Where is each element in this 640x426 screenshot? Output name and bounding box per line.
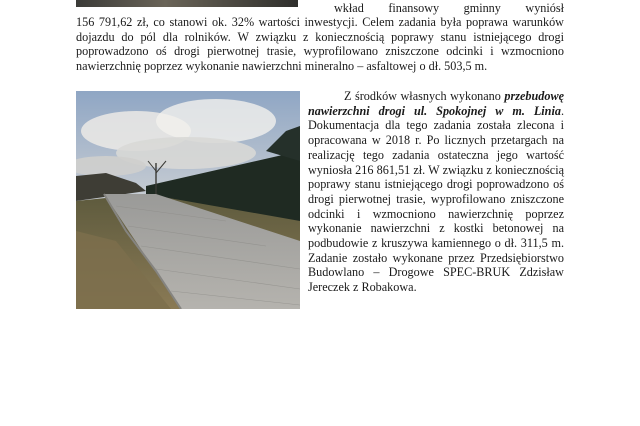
previous-photo-bottom-edge	[76, 0, 298, 7]
road-photo	[76, 91, 300, 309]
section-intro: Z środków własnych wykonano	[344, 89, 501, 103]
previous-section-last-line: nawierzchnię poprzez wykonanie nawierzchni mineralno – asfaltowej o dł. 503,5 m.	[76, 58, 488, 73]
previous-section-text: 156 791,62 zł, co stanowi ok. 32% wartości inwestycji. Celem zadania była poprawa warunków dojazdu do pól dla rolników. W związku z koniecznością poprawy stanu istniejącego drogi poprowadzono oś drogi pierwotnej trasie, wyprofilowano zniszczone odcinki i wzmocniono	[76, 15, 564, 59]
previous-section-paragraph	[76, 15, 564, 73]
funding-line: wkład finansowy gminny wyniósł	[334, 1, 564, 15]
section-title: przebudowę nawierzchni drogi ul. Spokojnej w m. Linia	[308, 89, 564, 118]
road-section-paragraph	[308, 89, 564, 295]
section-body: . Dokumentacja dla tego zadania została zlecona i opracowana w 2018 r. Po licznych przetargach na realizację tego zadania ostateczna jego wartość wyniosła 216 861,51 zł. W związku z koniecznością poprawy stanu istniejącego drogi poprowadzono oś drogi pierwotnej trasie, wyprofilowano zniszczone odcinki i wzmocniono nawierzchnię poprzez wykonanie nawierzchni z kostki betonowej na podbudowie z kruszywa kamiennego o dł. 311,5 m. Zadanie zostało wykonane przez Przedsiębiorstwo Budowlano – Drogowe SPEC-BRUK Zdzisław Jereczek z Robakowa.	[308, 103, 564, 295]
